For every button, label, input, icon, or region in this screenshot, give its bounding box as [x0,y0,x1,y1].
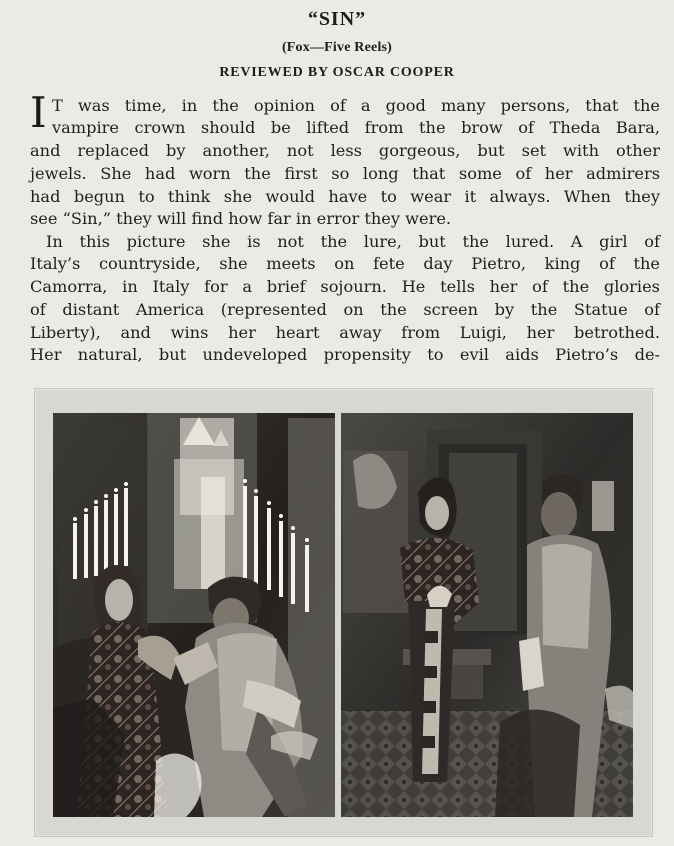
drop-cap: I [30,88,47,137]
article-title: “SIN” [307,8,367,30]
text-line: In this picture she is not the lure, but the lured. A girl of [46,232,660,251]
text-line: Liberty), and wins her heart away from Luigi, her betrothed. [30,323,660,342]
text-line: Italy’s countryside, she meets on fete day Pietro, king of the [30,254,660,273]
text-line: vampire crown should be lifted from the brow of Theda Bara, [52,118,660,137]
article-byline: REVIEWED BY OSCAR COOPER [219,65,455,80]
text-line: of distant America (represented on the screen by the Statue of [30,300,660,319]
text-line: T was time, in the opinion of a good many persons, that the [52,96,660,115]
scene-photos [53,413,633,817]
article-subtitle: (Fox—Five Reels) [281,40,393,55]
text-line: Her natural, but undeveloped propensity to evil aids Pietro’s de- [30,345,660,364]
text-line: and replaced by another, not less gorgeous, but set with other [30,141,660,160]
text-line: jewels. She had worn the first so long that some of her admirers [30,164,660,183]
text-line: Camorra, in Italy for a brief sojourn. He tells her of the glories [30,277,660,296]
interior-scene-photo [341,413,633,817]
text-line: see “Sin,” they will find how far in error they were. [30,209,452,228]
photo-frame [34,388,653,837]
text-line: had begun to think she would have to wear it always. When they [30,187,660,206]
candlelit-scene-photo [53,413,335,817]
